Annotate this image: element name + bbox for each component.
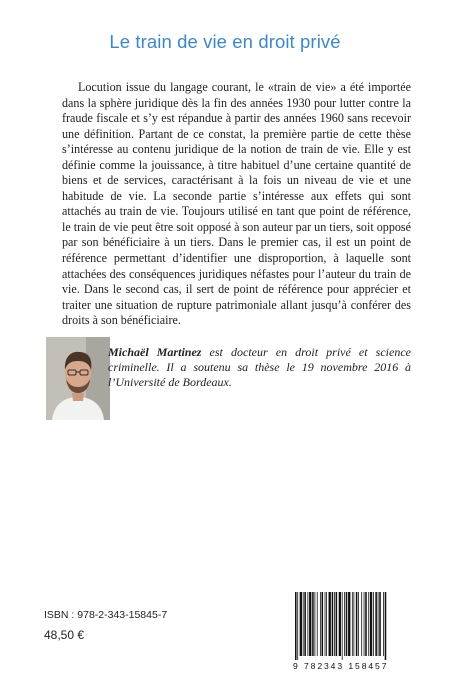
barcode-bar [348,592,350,656]
barcode-bar [334,592,335,656]
barcode-bar [364,592,365,656]
barcode-bar [375,592,377,656]
barcode-bar [368,592,369,656]
book-title: Le train de vie en droit privé [109,31,341,52]
barcode-bar [300,592,302,656]
barcode-bar [297,592,298,660]
barcode-bar [332,592,334,656]
barcode-bar [385,592,387,660]
barcode-bar [339,592,341,656]
isbn: ISBN : 978-2-343-15845-7 [44,609,168,621]
barcode-bar [378,592,379,656]
barcode-bar [356,592,358,656]
barcode-bar [344,592,345,656]
barcode-bar [370,592,372,656]
barcode-bar [346,592,348,656]
barcode-bar [317,592,318,656]
barcode-bar [358,592,359,656]
barcode-bar [309,592,311,656]
barcode-bar [379,592,381,656]
price: 48,50 € [44,628,85,642]
barcode-bar [295,592,297,660]
barcode-bar [365,592,367,656]
barcode-bar [320,592,321,656]
author-bio-text: est docteur en droit privé et science criminelle. Il a soutenu sa thèse le 19 novembre 2016 à l’Université de Bordeaux. [108,345,411,390]
barcode-bar [342,592,343,660]
author-photo [46,337,110,420]
barcode-bar [326,592,327,656]
barcode-bar [303,592,304,656]
barcode-bar [354,592,355,656]
back-cover-summary: Locution issue du langage courant, le «train de vie» a été importée dans la sphère juridique dès la fin des années 1930 pour lutter contre la fraude fiscale et s’y est répandue à partir des années 1960 sans recevoir une définition. Partant de ce constat, la première partie de cette thèse s’intéresse au contenu juridique de la notion de train de vie. Elle y est définie comme la jouissance, à titre habituel d’une certaine quantité de biens et de services, caractérisant à la fois un niveau de vie et une habitude de vie. La seconde partie s’intéresse aux effets qui sont attachés au train de vie. Toujours utilisé en tant que point de référence, le train de vie peut être soit opposé à son auteur par un tiers, soit opposé par son bénéficiaire à un tiers. Dans le premier cas, il est un point de référence permettant d’identifier une disproportion, à laquelle sont attachées des conséquences juridiques néfastes pour l’auteur du train de vie. Dans le second cas, il sert de point de référence pour apprécier et traiter une situation de rupture patrimoniale allant jusqu’à conférer des droits à son bénéficiaire. [62,80,411,328]
barcode-bar [373,592,374,656]
barcode-bar [312,592,314,656]
barcode-bar [383,592,384,656]
barcode-bar [325,592,326,656]
barcode [291,592,418,660]
author-name: Michaël Martinez [108,345,202,359]
barcode-bar [315,592,316,656]
barcode-bar [361,592,362,656]
barcode-bar [352,592,353,656]
author-bio [108,345,411,391]
barcode-bar [307,592,308,656]
barcode-bar [304,592,306,656]
barcode-number: 9 782343 158457 [293,661,389,671]
barcode-bar [322,592,324,656]
barcode-bar [329,592,331,656]
barcode-bar [336,592,338,656]
